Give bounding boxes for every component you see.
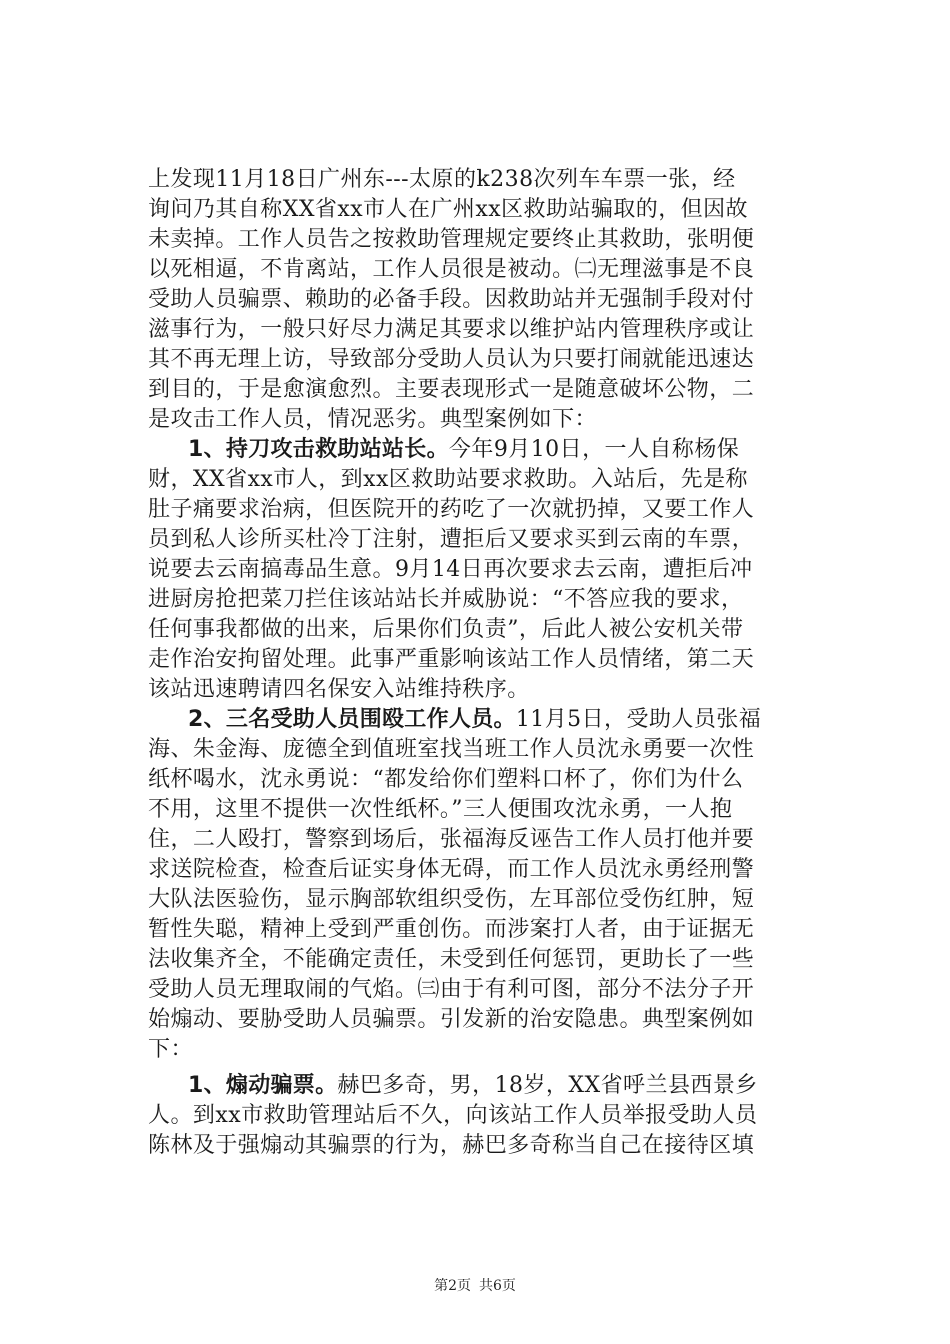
- text-line: 该站迅速聘请四名保安入站维持秩序。: [148, 677, 530, 702]
- text-line: 员到私人诊所买杜冷丁注射，遭拒后又要求买到云南的车票，: [148, 527, 755, 552]
- text-line: 肚子痛要求治病，但医院开的药吃了一次就扔掉，又要工作人: [148, 497, 755, 522]
- text-line: 说要去云南搞毒品生意。9月14日再次要求去云南，遭拒后冲: [148, 557, 753, 582]
- text-line: 任何事我都做的出来，后果你们负责”，后此人被公安机关带: [148, 617, 744, 642]
- text-line: 不用，这里不提供一次性纸杯。”三人便围攻沈永勇，一人抱: [148, 797, 733, 822]
- page-total: 共6页: [479, 1278, 516, 1294]
- text-line: 以死相逼，不肯离站，工作人员很是被动。㈡无理滋事是不良: [148, 257, 755, 282]
- text-line: 始煽动、要胁受助人员骗票。引发新的治安隐患。典型案例如: [148, 1007, 755, 1032]
- case-heading: 1、煽动骗票。: [188, 1073, 338, 1098]
- case-paragraph-first-line: [148, 435, 838, 465]
- text-line: 人。到xx市救助管理站后不久，向该站工作人员举报受助人员: [148, 1103, 758, 1128]
- text-line: 海、朱金海、庞德全到值班室找当班工作人员沈永勇要一次性: [148, 737, 755, 762]
- text-line: 是攻击工作人员，情况恶劣。典型案例如下：: [148, 407, 598, 432]
- text-line: 下：: [148, 1037, 193, 1062]
- page-footer: [0, 1276, 950, 1296]
- text-line: 大队法医验伤，显示胸部软组织受伤，左耳部位受伤红肿，短: [148, 887, 755, 912]
- text-line: 其不再无理上访，导致部分受助人员认为只要打闹就能迅速达: [148, 347, 755, 372]
- text-line: 受助人员骗票、赖助的必备手段。因救助站并无强制手段对付: [148, 287, 755, 312]
- case-paragraph-first-line: [148, 1071, 838, 1101]
- text-line: 陈林及于强煽动其骗票的行为，赫巴多奇称当自己在接待区填: [148, 1133, 755, 1158]
- case-text: 11月5日，受助人员张福: [515, 707, 762, 732]
- text-line: 暂性失聪，精神上受到严重创伤。而涉案打人者，由于证据无: [148, 917, 755, 942]
- text-line: 财，XX省xx市人，到xx区救助站要求救助。入站后，先是称: [148, 467, 749, 492]
- text-line: 住，二人殴打，警察到场后，张福海反诬告工作人员打他并要: [148, 827, 755, 852]
- text-line: 受助人员无理取闹的气焰。㈢由于有利可图，部分不法分子开: [148, 977, 755, 1002]
- text-line: 滋事行为，一般只好尽力满足其要求以维护站内管理秩序或让: [148, 317, 755, 342]
- case-heading: 1、持刀攻击救助站站长。: [188, 437, 449, 462]
- text-line: 法收集齐全，不能确定责任，未受到任何惩罚，更助长了一些: [148, 947, 755, 972]
- text-line: 上发现11月18日广州东---太原的k238次列车车票一张，经: [148, 167, 736, 192]
- text-line: 询问乃其自称XX省xx市人在广州xx区救助站骗取的，但因故: [148, 197, 749, 222]
- text-line: 走作治安拘留处理。此事严重影响该站工作人员情绪，第二天: [148, 647, 755, 672]
- text-line: 到目的，于是愈演愈烈。主要表现形式一是随意破坏公物，二: [148, 377, 755, 402]
- text-line: 求送院检查，检查后证实身体无碍，而工作人员沈永勇经刑警: [148, 857, 755, 882]
- case-paragraph-first-line: [148, 705, 838, 735]
- document-body: [148, 165, 838, 1161]
- case-heading: 2、三名受助人员围殴工作人员。: [188, 707, 516, 732]
- case-text: 赫巴多奇，男，18岁，XX省呼兰县西景乡: [337, 1073, 758, 1098]
- text-line: 纸杯喝水，沈永勇说：“都发给你们塑料口杯了，你们为什么: [148, 767, 744, 792]
- text-line: 进厨房抢把菜刀拦住该站站长并威胁说：“不答应我的要求，: [148, 587, 744, 612]
- text-line: 未卖掉。工作人员告之按救助管理规定要终止其救助，张明便: [148, 227, 755, 252]
- case-text: 今年9月10日，一人自称杨保: [448, 437, 740, 462]
- page-number: 第2页: [434, 1278, 471, 1294]
